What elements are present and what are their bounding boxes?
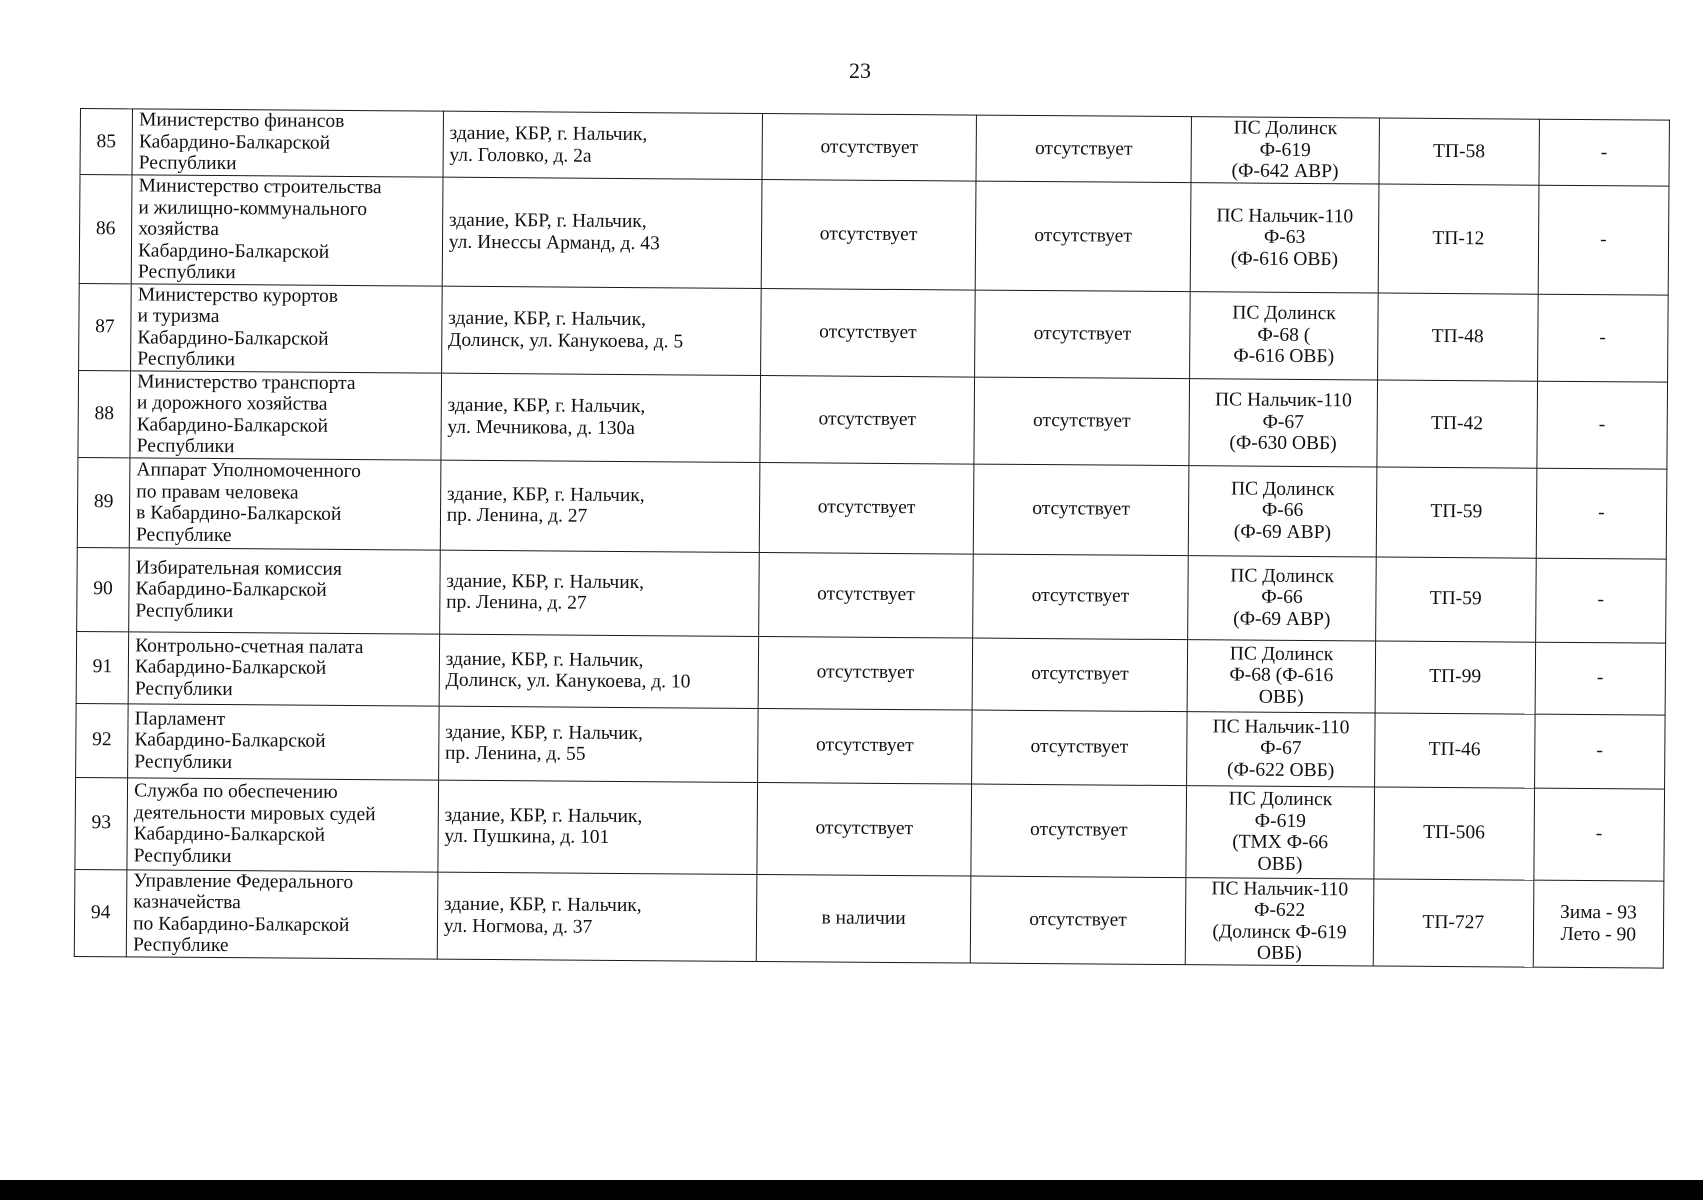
address: здание, КБР, г. Нальчик, Долинск, ул. Канукоева, д. 10	[439, 634, 759, 708]
last-cell: -	[1535, 642, 1666, 715]
last-cell: -	[1539, 119, 1670, 186]
status-cell-2: отсутствует	[972, 638, 1188, 712]
last-cell: -	[1538, 185, 1669, 294]
address: здание, КБР, г. Нальчик, пр. Ленина, д. 27	[439, 550, 759, 636]
substation-feeder: ПС Долинск Ф-66 (Ф-69 АВР)	[1188, 465, 1377, 556]
status-cell-2: отсутствует	[975, 181, 1191, 291]
address: здание, КБР, г. Нальчик, Долинск, ул. Канукоева, д. 5	[441, 286, 761, 375]
status-cell: в наличии	[756, 874, 971, 963]
substation-feeder: ПС Долинск Ф-619 (ТМХ Ф-66 ОВБ)	[1186, 785, 1375, 878]
table-row	[77, 547, 1667, 643]
status-cell-2: отсутствует	[976, 115, 1192, 183]
organization-name: Аппарат Уполномоченного по правам человека в Кабардино-Балкарской Республике	[129, 457, 440, 549]
status-cell-2: отсутствует	[971, 784, 1187, 878]
table-row	[80, 109, 1669, 187]
address: здание, КБР, г. Нальчик, ул. Головко, д. 2а	[443, 111, 763, 179]
organization-name: Министерство финансов Кабардино-Балкарской Республики	[132, 109, 443, 177]
organization-name: Управление Федерального казначейства по Кабардино-Балкарской Республике	[126, 869, 437, 958]
organization-name: Контрольно-счетная палата Кабардино-Балкарской Республики	[128, 631, 439, 705]
page-number: 23	[849, 58, 871, 83]
transformer-point: ТП-12	[1378, 184, 1538, 294]
substation-feeder: ПС Нальчик-110 Ф-622 (Долинск Ф-619 ОВБ)	[1185, 877, 1374, 965]
address: здание, КБР, г. Нальчик, ул. Ногмова, д. 37	[437, 872, 757, 961]
status-cell: отсутствует	[758, 708, 972, 784]
scan-bottom-edge	[0, 1180, 1703, 1200]
table-row	[78, 370, 1668, 469]
substation-feeder: ПС Нальчик-110 Ф-63 (Ф-616 ОВБ)	[1190, 183, 1379, 293]
table-row	[77, 457, 1667, 559]
last-cell: -	[1533, 788, 1664, 881]
organization-name: Министерство строительства и жилищно-коммунального хозяйства Кабардино-Балкарской Республики	[131, 175, 442, 286]
row-number: 88	[78, 370, 131, 457]
address: здание, КБР, г. Нальчик, ул. Пушкина, д. 101	[438, 780, 758, 874]
row-number: 93	[75, 777, 128, 869]
substation-feeder: ПС Долинск Ф-68 (Ф-616 ОВБ)	[1187, 639, 1375, 712]
facilities-table	[74, 108, 1670, 968]
row-number: 85	[80, 109, 133, 175]
address: здание, КБР, г. Нальчик, ул. Мечникова, д. 130а	[441, 373, 761, 462]
transformer-point: ТП-42	[1377, 380, 1537, 468]
transformer-point: ТП-506	[1374, 787, 1534, 880]
last-cell: -	[1537, 381, 1668, 469]
transformer-point: ТП-59	[1376, 557, 1536, 642]
transformer-point: ТП-727	[1373, 879, 1533, 967]
row-number: 87	[79, 283, 132, 370]
table-row	[79, 175, 1669, 295]
table-row	[75, 777, 1665, 881]
organization-name: Парламент Кабардино-Балкарской Республики	[128, 703, 439, 779]
table-row	[76, 631, 1665, 715]
address: здание, КБР, г. Нальчик, ул. Инессы Арманд, д. 43	[442, 177, 762, 288]
status-cell: отсутствует	[761, 180, 976, 290]
row-number: 91	[76, 631, 129, 703]
last-cell: Зима - 93 Лето - 90	[1533, 880, 1664, 968]
address: здание, КБР, г. Нальчик, пр. Ленина, д. 27	[440, 460, 760, 552]
organization-name: Министерство курортов и туризма Кабардино-Балкарской Республики	[131, 283, 442, 372]
status-cell: отсутствует	[760, 375, 975, 464]
status-cell-2: отсутствует	[975, 290, 1191, 379]
last-cell: -	[1534, 714, 1665, 789]
status-cell-2: отсутствует	[973, 464, 1189, 556]
status-cell: отсутствует	[761, 288, 976, 377]
substation-feeder: ПС Долинск Ф-619 (Ф-642 АВР)	[1191, 117, 1379, 184]
status-cell-2: отсутствует	[972, 710, 1188, 786]
table-row	[79, 283, 1669, 382]
substation-feeder: ПС Долинск Ф-66 (Ф-69 АВР)	[1188, 555, 1377, 640]
status-cell: отсутствует	[759, 462, 974, 554]
table-row	[74, 869, 1664, 968]
row-number: 92	[76, 703, 129, 777]
status-cell-2: отсутствует	[974, 377, 1190, 466]
status-cell: отсутствует	[762, 114, 976, 182]
row-number: 90	[77, 547, 130, 631]
transformer-point: ТП-46	[1375, 713, 1535, 788]
organization-name: Избирательная комиссия Кабардино-Балкарской Республики	[129, 547, 440, 633]
transformer-point: ТП-58	[1379, 118, 1539, 185]
row-number: 94	[74, 869, 127, 956]
row-number: 86	[79, 175, 132, 284]
status-cell: отсутствует	[757, 782, 972, 876]
address: здание, КБР, г. Нальчик, пр. Ленина, д. 55	[438, 706, 758, 782]
status-cell: отсутствует	[758, 636, 972, 710]
substation-feeder: ПС Нальчик-110 Ф-67 (Ф-622 ОВБ)	[1187, 711, 1375, 786]
table-row	[76, 703, 1665, 789]
substation-feeder: ПС Нальчик-110 Ф-67 (Ф-630 ОВБ)	[1189, 378, 1378, 466]
status-cell-2: отсутствует	[970, 876, 1186, 965]
last-cell: -	[1536, 468, 1667, 559]
transformer-point: ТП-59	[1376, 467, 1536, 558]
status-cell: отсутствует	[759, 552, 974, 638]
substation-feeder: ПС Долинск Ф-68 ( Ф-616 ОВБ)	[1190, 291, 1379, 379]
transformer-point: ТП-99	[1375, 641, 1535, 714]
organization-name: Министерство транспорта и дорожного хозяйства Кабардино-Балкарской Республики	[130, 370, 441, 459]
organization-name: Служба по обеспечению деятельности мировых судей Кабардино-Балкарской Республики	[127, 777, 438, 871]
last-cell: -	[1537, 294, 1668, 382]
row-number: 89	[77, 457, 130, 547]
status-cell-2: отсутствует	[973, 554, 1189, 640]
last-cell: -	[1535, 558, 1666, 643]
transformer-point: ТП-48	[1377, 293, 1537, 381]
